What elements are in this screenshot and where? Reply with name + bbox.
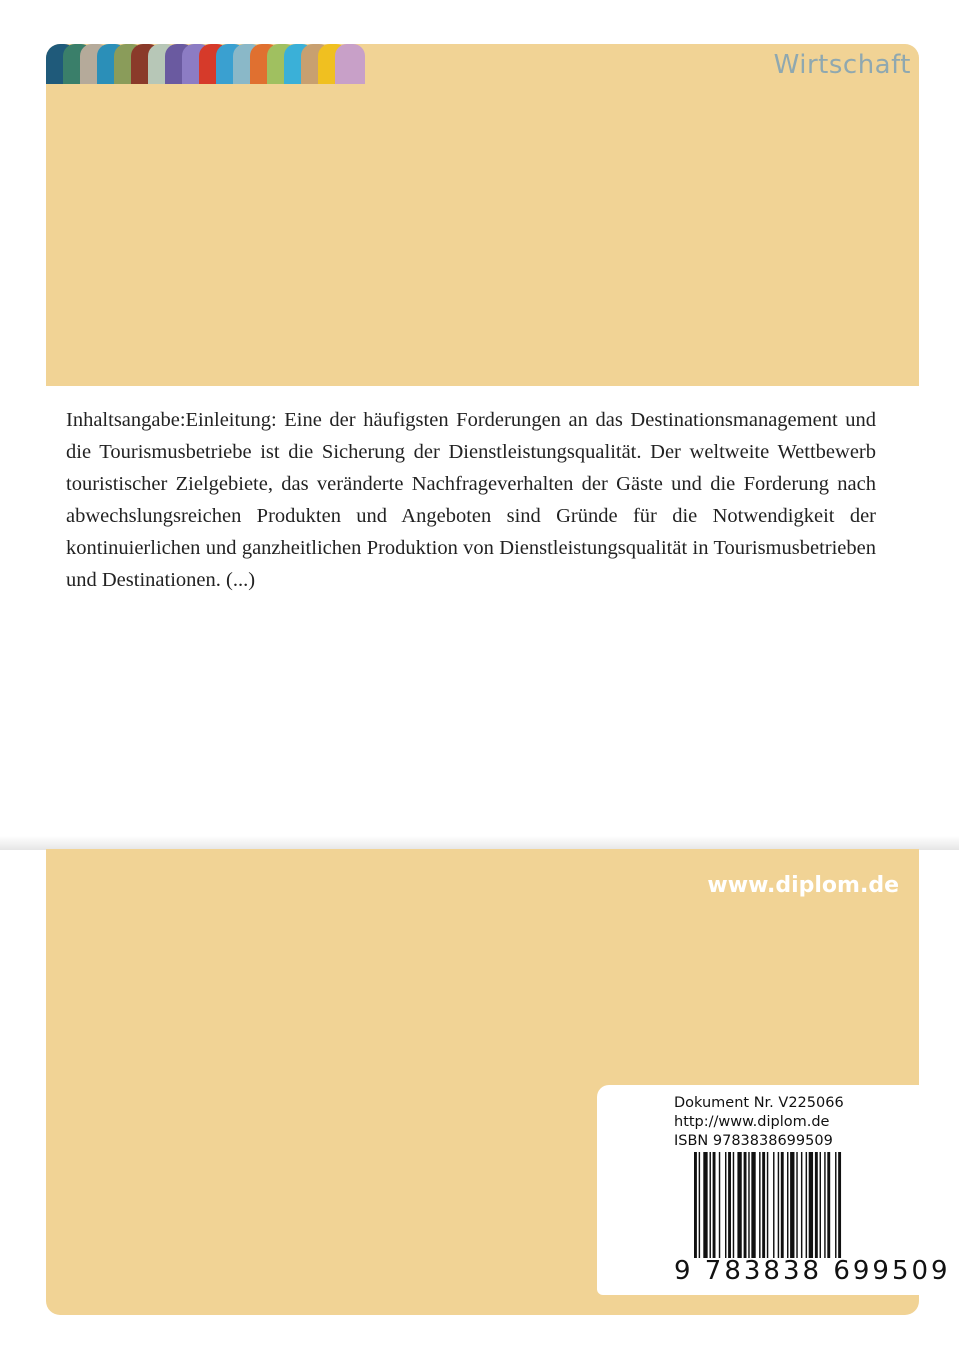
document-number: Dokument Nr. V225066 [674, 1095, 844, 1111]
barcode-bar [796, 1152, 797, 1258]
section-divider-shadow [0, 836, 959, 850]
barcode-bar [790, 1152, 794, 1258]
barcode-bar [728, 1152, 731, 1258]
info-url[interactable]: http://www.diplom.de [674, 1114, 830, 1130]
barcode-bar [824, 1152, 825, 1258]
isbn-number: ISBN 9783838699509 [674, 1133, 833, 1149]
barcode-bar [773, 1152, 774, 1258]
barcode-bar [767, 1152, 768, 1258]
barcode-bar [733, 1152, 734, 1258]
barcode-bar [787, 1152, 788, 1258]
publisher-url[interactable]: www.diplom.de [707, 873, 899, 898]
barcode-bar [815, 1152, 818, 1258]
barcode-bar [809, 1152, 813, 1258]
color-tab [335, 44, 365, 84]
barcode-bar [710, 1152, 711, 1258]
category-label: Wirtschaft [773, 50, 911, 80]
barcode-bar [827, 1152, 830, 1258]
top-color-panel [46, 44, 919, 386]
barcode-bar [737, 1152, 741, 1258]
barcode-bar [748, 1152, 749, 1258]
barcode-bar [820, 1152, 821, 1258]
barcode-bar [703, 1152, 707, 1258]
isbn-barcode [694, 1152, 904, 1258]
barcode-bar [801, 1152, 802, 1258]
book-description: Inhaltsangabe:Einleitung: Eine der häufigsten Forderungen an das Destinationsmanagement und die Tourismusbetriebe ist die Sicherung der Dienstleistungsqualität. Der weltweite Wettbewerb touristischer Zielgebiete, das veränderte Nachfrageverhalten der Gäste und die Forderung nach abwechslungsreichen Produkten und Angeboten sind Gründe für die Notwendigkeit der kontinuierlichen und ganzheitlichen Produktion von Dienstleistungsqualität in Tourismusbetrieben und Destinationen. (...) [66, 409, 876, 591]
barcode-bar [806, 1152, 807, 1258]
barcode-bar [744, 1152, 747, 1258]
barcode-bar [699, 1152, 700, 1258]
color-tab-strip [46, 44, 386, 84]
barcode-bar [781, 1152, 784, 1258]
barcode-bar [694, 1152, 697, 1258]
barcode-bar [713, 1152, 716, 1258]
barcode-bar [762, 1152, 765, 1258]
barcode-bar [835, 1152, 836, 1258]
barcode-bar [838, 1152, 841, 1258]
barcode-bar [751, 1152, 755, 1258]
barcode-bar [719, 1152, 720, 1258]
barcode-bar [725, 1152, 726, 1258]
barcode-bar [759, 1152, 760, 1258]
barcode-digits: 9 783838 699509 [674, 1256, 951, 1286]
barcode-bar [778, 1152, 779, 1258]
